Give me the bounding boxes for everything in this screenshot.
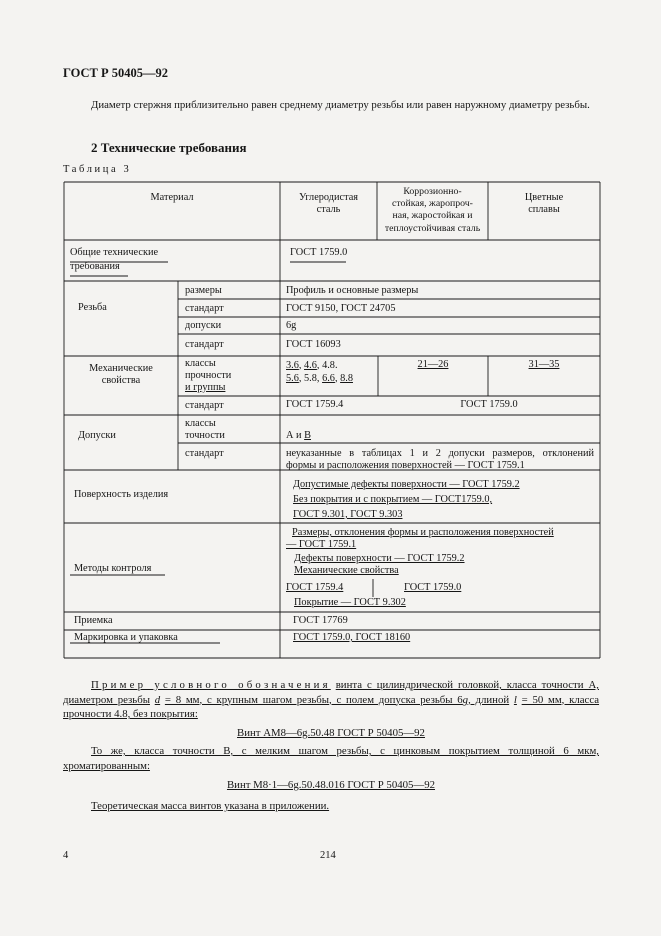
thread-value-tol-standard: ГОСТ 16093 bbox=[286, 339, 341, 350]
tolerances-classes-param: классы точности bbox=[185, 418, 225, 441]
marking-value: ГОСТ 1759.0, ГОСТ 18160 bbox=[293, 632, 411, 643]
thread-label: Резьба bbox=[78, 302, 107, 313]
thread-param-tol-standard: стандарт bbox=[185, 339, 224, 350]
example-paragraph-2: То же, класса точности В, с мелким шагом резьбы, с цинковым покрытием толщиной 6 мкм, хроматированным: bbox=[63, 745, 599, 772]
mechanical-classes-param: классы прочности и группы bbox=[185, 358, 232, 393]
header-carbon-steel: Углеродистая сталь bbox=[298, 192, 359, 215]
tolerances-classes-value: А и В bbox=[286, 430, 311, 441]
page-number-center: 214 bbox=[320, 850, 336, 861]
mechanical-std-other: ГОСТ 1759.0 bbox=[460, 399, 518, 410]
page-number-left: 4 bbox=[63, 850, 69, 861]
thread-param-standard: стандарт bbox=[185, 303, 224, 314]
control-methods-values: Размеры, отклонения формы и расположения поверхностей — ГОСТ 1759.1 Дефекты поверхности — ГОСТ 1759.2 Механические свойства bbox=[286, 527, 554, 576]
surface-values: Допустимые дефекты поверхности — ГОСТ 1759.2 Без покрытия и с покрытием — ГОСТ1759.0, ГОСТ 9.301, ГОСТ 9.303 bbox=[293, 479, 520, 520]
tolerances-std-param: стандарт bbox=[185, 448, 224, 459]
document-header: ГОСТ Р 50405—92 bbox=[63, 66, 169, 80]
thread-value-sizes: Профиль и основные размеры bbox=[286, 285, 419, 296]
acceptance-value: ГОСТ 17769 bbox=[293, 615, 348, 626]
tolerances-label: Допуски bbox=[78, 430, 116, 441]
example-paragraph: Пример условного обозначения винта с цилиндрической головкой, класса точности А, диаметром резьбы d = 8 мм, с крупным шагом резьбы, с полем допуска резьбы 6g, длиной l = 50 мм, класса прочности 4.8, без покрытия: bbox=[63, 679, 600, 720]
intro-paragraph: Диаметр стержня приблизительно равен среднему диаметру резьбы или равен наружному диаметру резьбы. bbox=[91, 99, 590, 111]
designation-1: Винт АМ8—6g.50.48 ГОСТ Р 50405—92 bbox=[237, 727, 425, 739]
surface-label: Поверхность изделия bbox=[74, 489, 169, 500]
header-nonferrous: Цветные сплавы bbox=[524, 192, 564, 215]
control-mech-left: ГОСТ 1759.4 bbox=[286, 582, 344, 593]
mechanical-nonferrous-classes: 31—35 bbox=[528, 359, 560, 370]
mechanical-label: Механические свойства bbox=[89, 363, 153, 386]
general-requirements-value: ГОСТ 1759.0 bbox=[290, 247, 348, 258]
mechanical-std-param: стандарт bbox=[185, 400, 224, 411]
control-coating: Покрытие — ГОСТ 9.302 bbox=[294, 597, 406, 608]
tolerances-std-value: неуказанные в таблицах 1 и 2 допуски размеров, отклонений формы и расположения поверхностей — ГОСТ 1759.1 bbox=[286, 448, 594, 471]
control-mech-right: ГОСТ 1759.0 bbox=[404, 582, 462, 593]
thread-value-tolerances: 6g bbox=[286, 320, 297, 331]
mechanical-std-carbon: ГОСТ 1759.4 bbox=[286, 399, 344, 410]
thread-param-sizes: размеры bbox=[185, 285, 222, 296]
mechanical-corrosion-classes: 21—26 bbox=[417, 359, 449, 370]
marking-label: Маркировка и упаковка bbox=[74, 632, 178, 643]
section-title: 2 Технические требования bbox=[91, 140, 247, 155]
header-corrosion-steel: Коррозионно- стойкая, жаропроч- ная, жаростойкая и теплоустойчивая сталь bbox=[384, 186, 481, 234]
control-methods-label: Методы контроля bbox=[74, 563, 152, 574]
table-caption: Таблица 3 bbox=[63, 164, 132, 175]
mechanical-carbon-classes: 3.6, 4.6, 4.8. 5.6, 5.8, 6.6, 8.8 bbox=[286, 360, 353, 384]
designation-2: Винт М8·1—6g.50.48.016 ГОСТ Р 50405—92 bbox=[226, 779, 436, 791]
header-material: Материал bbox=[150, 192, 194, 203]
thread-value-standard: ГОСТ 9150, ГОСТ 24705 bbox=[286, 303, 396, 314]
thread-param-tolerances: допуски bbox=[185, 320, 222, 331]
mass-note: Теоретическая масса винтов указана в приложении. bbox=[91, 800, 330, 812]
general-requirements-label: Общие технические требования bbox=[70, 247, 159, 272]
acceptance-label: Приемка bbox=[74, 615, 113, 626]
